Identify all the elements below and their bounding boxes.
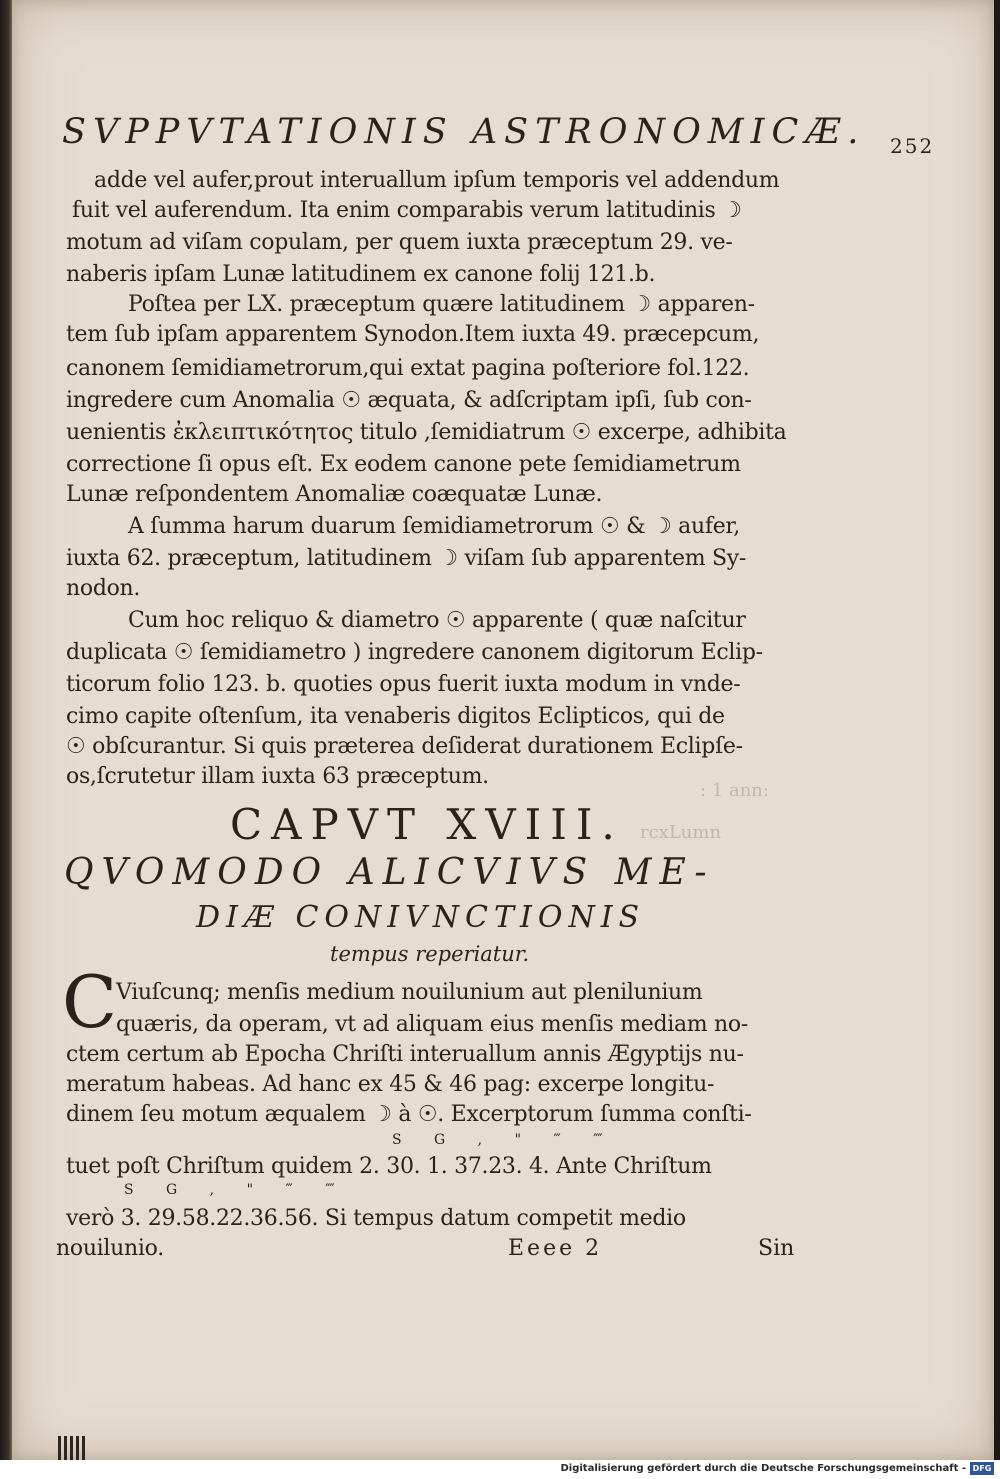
body-line: correctione ſi opus eſt. Ex eodem canone pete ſemidiametrum <box>66 452 741 477</box>
binding-thread-marks <box>58 1436 88 1460</box>
body-line: Lunæ reſpondentem Anomaliæ coæquatæ Lunæ. <box>66 482 603 507</box>
section-line: dinem ſeu motum æqualem ☽ à ☉. Excerptorum ſumma conſti- <box>66 1102 752 1127</box>
body-line: ingredere cum Anomalia ☉ æquata, & adſcriptam ipſi, ſub con- <box>66 388 752 413</box>
show-through-text: rcxLumn <box>640 822 722 843</box>
drop-cap: C <box>62 960 118 1044</box>
page-number: 252 <box>890 134 935 158</box>
body-line: ticorum folio 123. b. quoties opus fuerit iuxta modum in vnde- <box>66 672 741 697</box>
body-line: naberis ipſam Lunæ latitudinem ex canone folij 121.b. <box>66 262 656 287</box>
section-line: quæris, da operam, vt ad aliquam eius menſis mediam no- <box>116 1012 748 1037</box>
signature-mark: Eeee 2 <box>508 1236 603 1261</box>
chapter-subtitle: tempus reperiatur. <box>330 942 530 966</box>
body-line: fuit vel auferendum. Ita enim comparabis verum latitudinis ☽ <box>72 198 742 223</box>
body-line: Cum hoc reliquo & diametro ☉ apparente ( quæ naſcitur <box>128 608 746 633</box>
body-line: ☉ obſcurantur. Si quis præterea deſiderat durationem Eclipſe- <box>66 734 743 759</box>
section-line: nouilunio. <box>56 1236 164 1261</box>
body-line: tem ſub ipſam apparentem Synodon.Item iuxta 49. præcepcum, <box>66 322 760 347</box>
chapter-title-line: DIÆ CONIVNCTIONIS <box>196 900 646 935</box>
section-line: Viuſcunq; menſis medium nouilunium aut plenilunium <box>116 980 703 1005</box>
unit-markers: S G , " ‴ ⁗ <box>392 1132 617 1148</box>
body-line: nodon. <box>66 576 141 601</box>
body-line: uenientis ἐκλειπτικότητος titulo ,ſemidiatrum ☉ excerpe, adhibita <box>66 420 787 445</box>
chapter-heading: CAPVT XVIII. <box>230 800 624 849</box>
body-line: os,ſcrutetur illam iuxta 63 præceptum. <box>66 764 489 789</box>
body-line: adde vel aufer,prout interuallum ipſum temporis vel addendum <box>94 168 780 193</box>
show-through-text: : 1 ann: <box>700 780 769 801</box>
section-line: verò 3. 29.58.22.36.56. Si tempus datum competit medio <box>66 1206 686 1231</box>
body-line: cimo capite oſtenſum, ita venaberis digitos Eclipticos, qui de <box>66 704 725 729</box>
section-line: tuet poſt Chriſtum quidem 2. 30. 1. 37.23. 4. Ante Chriſtum <box>66 1154 712 1179</box>
chapter-title-line: QVOMODO ALICVIVS ME- <box>64 852 715 893</box>
unit-markers: S G , " ‴ ⁗ <box>124 1182 349 1198</box>
section-line: ctem certum ab Epocha Chriſti interuallum annis Ægyptijs nu- <box>66 1042 744 1067</box>
dfg-logo: DFG <box>970 1462 994 1475</box>
body-line: iuxta 62. præceptum, latitudinem ☽ viſam ſub apparentem Sy- <box>66 546 747 571</box>
digitization-notice: Digitalisierung gefördert durch die Deutsche Forschungsgemeinschaft - <box>560 1463 966 1474</box>
body-line: canonem ſemidiametrorum,qui extat pagina poſteriore fol.122. <box>66 356 750 381</box>
body-line: Poſtea per LX. præceptum quære latitudinem ☽ apparen- <box>128 292 755 317</box>
body-line: A ſumma harum duarum ſemidiametrorum ☉ & ☽ aufer, <box>128 514 740 539</box>
catchword: Sin <box>758 1236 795 1261</box>
section-line: meratum habeas. Ad hanc ex 45 & 46 pag: excerpe longitu- <box>66 1072 715 1097</box>
body-line: duplicata ☉ ſemidiametro ) ingredere canonem digitorum Eclip- <box>66 640 763 665</box>
body-line: motum ad viſam copulam, per quem iuxta præceptum 29. ve- <box>66 230 733 255</box>
running-title: SVPPVTATIONIS ASTRONOMICÆ. <box>62 112 866 152</box>
